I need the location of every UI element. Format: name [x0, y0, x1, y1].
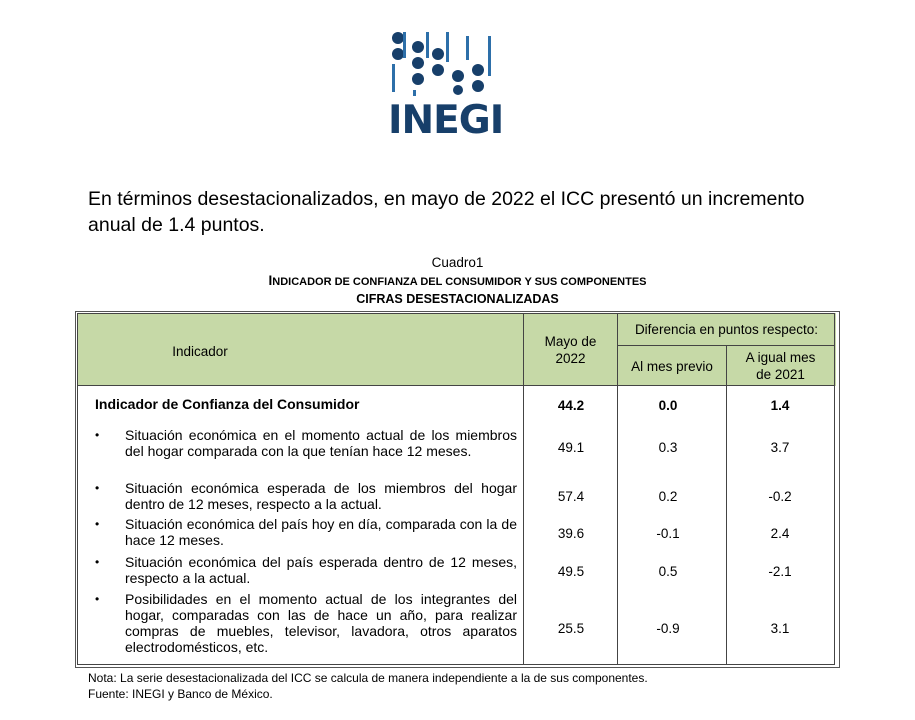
title-initial: I [268, 273, 273, 288]
row-divider [77, 313, 835, 314]
header-igual-mes [727, 349, 834, 383]
item-mayo: 49.5 [557, 564, 585, 579]
header-mes-previo: Al mes previo [631, 359, 713, 374]
main-row-label: Indicador de Confianza del Consumidor [95, 396, 360, 412]
note-text: Nota: La serie desestacionalizada del ICC se calcula de manera independiente a la de sus componentes. [88, 671, 648, 685]
source-text: Fuente: INEGI y Banco de México. [88, 687, 273, 701]
header-indicador: Indicador [172, 344, 228, 359]
table-label: Cuadro1 [431, 255, 484, 270]
item-mes-previo: 0.5 [658, 564, 678, 579]
row-divider [77, 385, 835, 386]
bullet-icon: • [95, 592, 100, 606]
bullet-icon: • [95, 517, 100, 531]
header-diferencia: Diferencia en puntos respecto: [634, 322, 819, 337]
item-igual-mes: -0.2 [768, 489, 792, 504]
item-mayo: 49.1 [557, 440, 585, 455]
item-label: Situación económica del país esperada dentro de 12 meses, respecto a la actual. [125, 554, 517, 586]
inegi-logo-dots [388, 30, 500, 100]
header-igual-mes-line2: de 2021 [756, 367, 805, 382]
item-mayo: 39.6 [557, 526, 585, 541]
item-igual-mes: 3.7 [770, 440, 790, 455]
table-notes [88, 670, 648, 702]
item-mayo: 57.4 [557, 489, 585, 504]
item-mes-previo: -0.9 [656, 621, 680, 636]
main-row-mes-previo: 0.0 [658, 398, 678, 413]
row-divider [77, 664, 835, 665]
col-divider [77, 313, 78, 664]
intro-paragraph: En términos desestacionalizados, en mayo de 2022 el ICC presentó un incremento anual de 1.4 puntos. [88, 188, 805, 236]
header-mayo [524, 333, 617, 367]
header-igual-mes-line1: A igual mes [745, 350, 816, 365]
logo-wordmark: INEGI [388, 98, 504, 143]
table-title [0, 273, 915, 288]
inegi-logo [388, 30, 504, 143]
main-row-igual-mes: 1.4 [770, 398, 790, 413]
item-igual-mes: 3.1 [770, 621, 790, 636]
main-row-mayo: 44.2 [557, 398, 585, 413]
header-mayo-line1: Mayo de [544, 334, 597, 349]
item-mes-previo: -0.1 [656, 526, 680, 541]
bullet-icon: • [95, 481, 100, 495]
item-label: Situación económica del país hoy en día, comparada con la de hace 12 meses. [125, 516, 517, 548]
item-igual-mes: -2.1 [768, 564, 792, 579]
item-label: Posibilidades en el momento actual de los integrantes del hogar, comparadas con las de hace un año, para realizar compras de muebles, televisor, lavadora, otros aparatos electrodomésticos, etc. [125, 591, 517, 655]
table-subtitle: CIFRAS DESESTACIONALIZADAS [356, 292, 559, 306]
col-divider [726, 346, 727, 664]
col-divider [834, 313, 835, 664]
header-mayo-line2: 2022 [555, 351, 586, 366]
title-rest: NDICADOR DE CONFIANZA DEL CONSUMIDOR Y SUS COMPONENTES [272, 276, 647, 288]
item-label: Situación económica en el momento actual de los miembros del hogar comparada con la que tenían hace 12 meses. [125, 427, 517, 459]
item-mes-previo: 0.3 [658, 440, 678, 455]
item-igual-mes: 2.4 [770, 526, 790, 541]
bullet-icon: • [95, 428, 100, 442]
item-mayo: 25.5 [557, 621, 585, 636]
item-mes-previo: 0.2 [658, 489, 678, 504]
row-divider [617, 345, 835, 346]
bullet-icon: • [95, 555, 100, 569]
item-label: Situación económica esperada de los miembros del hogar dentro de 12 meses, respecto a la actual. [125, 480, 517, 512]
